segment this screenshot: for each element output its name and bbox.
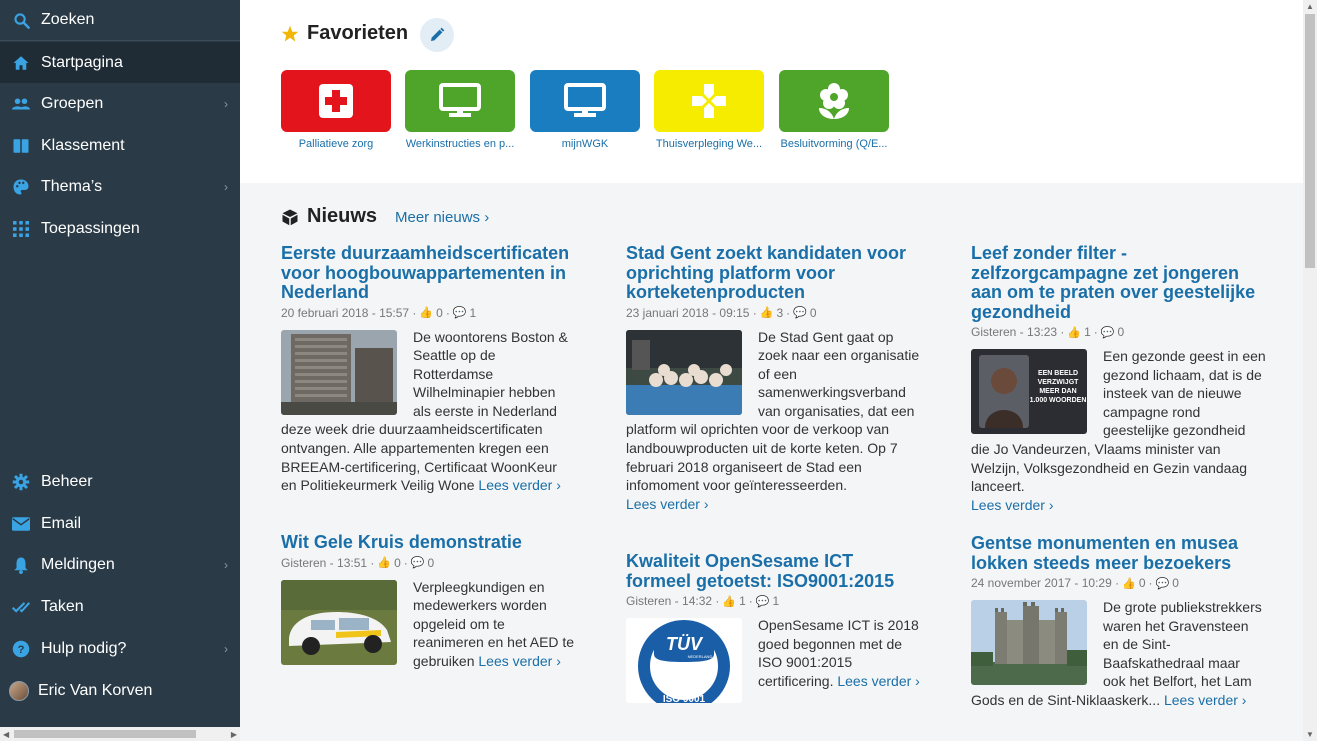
comment-icon[interactable]: 💬 <box>793 307 807 319</box>
favorite-tile-besluitvorming[interactable] <box>779 70 889 150</box>
svg-text:?: ? <box>17 643 25 656</box>
favorites-title: Favorieten <box>307 22 409 44</box>
monitor-icon <box>564 83 606 119</box>
bell-icon <box>12 556 30 574</box>
sidebar-search-label: Zoeken <box>41 11 95 28</box>
comment-count: 1 <box>469 305 477 320</box>
sidebar-item-hulp[interactable] <box>0 629 240 669</box>
more-news-link[interactable]: Meer nieuws › <box>395 209 490 226</box>
svg-text:EEN BEELD: EEN BEELD <box>1037 370 1079 377</box>
sidebar <box>0 0 240 741</box>
like-count: 1 <box>739 594 746 608</box>
read-more-link[interactable]: Lees verder › <box>478 477 561 494</box>
tuv-logo-text: TÜV <box>666 634 702 654</box>
news-article <box>281 533 576 670</box>
comment-count: 0 <box>427 555 435 570</box>
sidebar-item-label: Toepassingen <box>41 220 140 237</box>
article-date: 23 januari 2018 - 09:15 · <box>626 305 757 320</box>
article-meta: 23 januari 2018 - 09:15 · 👍 3 · 💬 0 <box>626 305 817 320</box>
sidebar-item-label: Groepen <box>41 95 104 112</box>
article-text: De grote publiekstrekkers waren het Gravensteen en de Sint-Baafskathedraal maar ook het Belfort, het Lam Gods en de Sint-Niklaaskerk... <box>971 599 1262 708</box>
article-text: De Stad Gent gaat op zoek naar een organisatie of een samenwerkingsverband van organisaties, dat een platform wil oprichten voor de verkoop van landbouwproducten uit de korte keten. Op 7 februari 2018 organiseert de Stad een infomoment voor geïnteresseerden. <box>626 328 920 494</box>
article-date: 20 februari 2018 - 15:57 · <box>281 305 417 320</box>
gear-icon <box>12 473 30 491</box>
sidebar-item-label: Thema’s <box>41 178 103 195</box>
article-text: Een gezonde geest in een gezond lichaam, dat is de insteek van de nieuwe campagne rond geestelijke gezondheid die Jo Vandeurzen, Vlaams minister van Welzijn, Volksgezondheid en Gezin vandaag lanceert. <box>971 348 1266 495</box>
thumbs-up-icon[interactable]: 👍 <box>1122 577 1136 590</box>
favorites-heading <box>281 22 408 45</box>
main-content <box>240 0 1303 741</box>
tile-label[interactable]: Palliatieve zorg <box>298 138 374 150</box>
thumbs-up-icon[interactable]: 👍 <box>1067 326 1082 339</box>
read-more-link[interactable]: Lees verder › <box>478 652 561 669</box>
sidebar-item-taken[interactable] <box>0 587 240 627</box>
read-more-link[interactable]: Lees verder › <box>837 672 920 689</box>
mail-icon <box>12 515 30 533</box>
read-more-link[interactable]: Lees verder › <box>971 496 1054 513</box>
article-text: OpenSesame ICT is 2018 goed begonnen met de ISO 9001:2015 certificering. <box>758 617 919 689</box>
news-title: Nieuws <box>307 205 378 227</box>
thumbs-up-icon[interactable]: 👍 <box>419 307 434 319</box>
article-body <box>626 616 921 703</box>
like-count: 0 <box>1138 576 1146 590</box>
thumbs-up-icon[interactable]: 👍 <box>722 595 737 608</box>
monitor-icon <box>439 83 481 119</box>
sidebar-item-themas[interactable] <box>0 167 240 207</box>
like-count: 1 <box>1084 325 1091 339</box>
avatar <box>9 681 29 701</box>
tile-label[interactable]: Werkinstructies en p... <box>405 138 515 150</box>
article-title[interactable]: Kwaliteit OpenSesame ICT formeel getoetst: ISO9001:2015 <box>626 551 895 591</box>
comment-icon[interactable]: 💬 <box>755 595 770 608</box>
sidebar-item-groepen[interactable] <box>0 84 240 124</box>
svg-text:MEER DAN: MEER DAN <box>1039 388 1077 395</box>
sidebar-item-label: Taken <box>41 598 84 615</box>
article-body <box>281 578 576 671</box>
tile-box[interactable] <box>530 70 640 132</box>
sidebar-item-klassement[interactable] <box>0 126 240 166</box>
chevron-right-icon: › <box>224 97 228 111</box>
article-thumbnail[interactable] <box>281 330 397 415</box>
comment-count: 0 <box>809 305 817 320</box>
favorite-tile-werkinstructies[interactable] <box>405 70 515 150</box>
article-meta: Gisteren - 14:32 · 👍 1 · 💬 1 <box>626 594 780 608</box>
like-count: 0 <box>436 305 443 320</box>
article-date: Gisteren - 13:51 · <box>281 555 375 570</box>
like-count: 3 <box>776 305 784 320</box>
article-thumbnail[interactable] <box>626 618 742 703</box>
article-body <box>971 598 1266 710</box>
apps-grid-icon <box>12 220 30 238</box>
article-text: De woontorens Boston & Seattle op de Rotterdamse Wilhelminapier hebben als eerste in Nederland deze week drie duurzaamheidscertificaten ontvangen. Alle appartementen kregen een BREEAM-certificering, Certificaat WoonKeur en Politiekeurmerk Veilig Wone <box>281 328 568 494</box>
sidebar-item-label: Meldingen <box>41 556 115 573</box>
article-thumbnail[interactable] <box>281 580 397 665</box>
sidebar-item-label: Hulp nodig? <box>41 640 127 657</box>
news-article <box>281 244 576 495</box>
vertical-scroll-thumb[interactable] <box>1305 14 1315 268</box>
sidebar-item-label: Beheer <box>41 473 93 490</box>
sidebar-item-user[interactable] <box>0 671 240 711</box>
pencil-icon <box>429 27 445 43</box>
article-title[interactable]: Wit Gele Kruis demonstratie <box>281 532 522 552</box>
tile-box[interactable] <box>779 70 889 132</box>
article-meta: Gisteren - 13:23 · 👍 1 · 💬 0 <box>971 325 1125 339</box>
article-thumbnail[interactable] <box>971 349 1087 434</box>
article-title[interactable]: Eerste duurzaamheidscertificaten voor hoogbouwappartementen in Nederland <box>281 243 570 302</box>
tile-label[interactable]: Besluitvorming (Q/E... <box>780 138 888 150</box>
scroll-down-icon[interactable]: ▼ <box>1306 730 1314 739</box>
article-title[interactable]: Leef zonder filter - zelfzorgcampagne zet jongeren aan om te praten over geestelijke gezondheid <box>971 243 1256 322</box>
news-article <box>626 552 921 707</box>
article-title[interactable]: Gentse monumenten en musea lokken steeds meer bezoekers <box>971 533 1239 573</box>
scroll-up-icon[interactable]: ▲ <box>1306 2 1314 11</box>
tile-box[interactable] <box>654 70 764 132</box>
home-icon <box>12 54 30 72</box>
news-article <box>626 244 921 513</box>
favorite-tile-mijnwgk[interactable] <box>530 70 640 150</box>
sidebar-item-label: Email <box>41 515 82 532</box>
gamepad-icon <box>690 82 728 120</box>
group-icon <box>12 95 30 113</box>
article-date: 24 november 2017 - 10:29 · <box>971 576 1120 590</box>
tile-label[interactable]: Thuisverpleging We... <box>655 138 763 150</box>
edit-favorites-button[interactable] <box>420 18 454 52</box>
medical-cross-icon <box>319 84 353 118</box>
article-meta: 24 november 2017 - 10:29 · 👍 0 · 💬 0 <box>971 576 1179 590</box>
tuv-logo-subtext: NEDERLAND <box>687 654 713 659</box>
article-title[interactable]: Stad Gent zoekt kandidaten voor oprichting platform voor korteketenproducten <box>626 243 907 302</box>
tile-box[interactable] <box>281 70 391 132</box>
read-more-link[interactable]: Lees verder › <box>626 495 709 512</box>
news-heading <box>281 205 377 228</box>
article-text: Verpleegkundigen en medewerkers worden opgeleid om te reanimeren en het AED te gebruiken <box>413 578 575 669</box>
user-name: Eric Van Korven <box>38 682 153 699</box>
sidebar-item-email[interactable] <box>0 504 240 544</box>
comment-icon[interactable]: 💬 <box>1100 326 1115 339</box>
news-article <box>971 534 1266 710</box>
news-article <box>971 244 1266 514</box>
favorites-section <box>240 0 1303 183</box>
article-body <box>281 328 576 495</box>
chevron-right-icon: › <box>224 642 228 656</box>
chevron-right-icon: › <box>224 558 228 572</box>
scroll-left-icon[interactable]: ◀ <box>3 730 10 739</box>
tile-label[interactable]: mijnWGK <box>561 138 609 150</box>
sidebar-item-startpagina[interactable] <box>0 42 240 83</box>
search-icon <box>12 11 30 29</box>
article-date: Gisteren - 13:23 · <box>971 325 1065 339</box>
article-body <box>971 347 1266 514</box>
article-thumbnail[interactable] <box>626 330 742 415</box>
news-box-icon <box>281 208 299 226</box>
comment-icon[interactable]: 💬 <box>1155 577 1170 590</box>
favorite-tile-thuisverpleging[interactable] <box>654 70 764 150</box>
article-meta: 20 februari 2018 - 15:57 · 👍 0 · 💬 1 <box>281 305 477 320</box>
article-meta: Gisteren - 13:51 · 👍 0 · 💬 0 <box>281 555 435 570</box>
sidebar-search[interactable] <box>0 0 240 41</box>
palette-icon <box>12 178 30 196</box>
like-count: 0 <box>394 555 401 570</box>
comment-count: 0 <box>1172 576 1179 590</box>
chevron-right-icon: › <box>224 180 228 194</box>
thumbs-up-icon[interactable]: 👍 <box>377 557 392 569</box>
horizontal-scrollbar[interactable] <box>0 727 240 741</box>
star-icon <box>281 25 299 43</box>
sidebar-item-beheer[interactable] <box>0 462 240 502</box>
iso-label: ISO 9001 <box>662 694 706 703</box>
sidebar-item-meldingen[interactable] <box>0 545 240 585</box>
vertical-scrollbar[interactable] <box>1303 0 1317 741</box>
check-icon <box>12 598 30 616</box>
comment-icon[interactable]: 💬 <box>452 307 467 319</box>
sidebar-item-label: Klassement <box>41 137 125 154</box>
read-more-link[interactable]: Lees verder › <box>1163 691 1247 708</box>
help-icon <box>12 640 30 658</box>
comment-icon[interactable]: 💬 <box>410 557 425 569</box>
comment-count: 1 <box>772 594 780 608</box>
tile-box[interactable] <box>405 70 515 132</box>
comment-count: 0 <box>1117 325 1125 339</box>
sidebar-item-toepassingen[interactable] <box>0 209 240 249</box>
article-thumbnail[interactable] <box>971 600 1087 685</box>
favorite-tile-palliatieve-zorg[interactable] <box>281 70 391 150</box>
book-icon <box>12 137 30 155</box>
thumbs-up-icon[interactable]: 👍 <box>759 307 774 319</box>
svg-text:VERZWIJGT: VERZWIJGT <box>1037 379 1079 386</box>
scroll-right-icon[interactable]: ▶ <box>230 730 237 739</box>
article-date: Gisteren - 14:32 · <box>626 594 720 608</box>
sidebar-item-label: Startpagina <box>41 53 123 71</box>
horizontal-scroll-thumb[interactable] <box>14 730 196 738</box>
flower-icon <box>816 82 852 120</box>
svg-text:1.000 WOORDEN: 1.000 WOORDEN <box>1029 397 1087 404</box>
article-body <box>626 328 921 514</box>
